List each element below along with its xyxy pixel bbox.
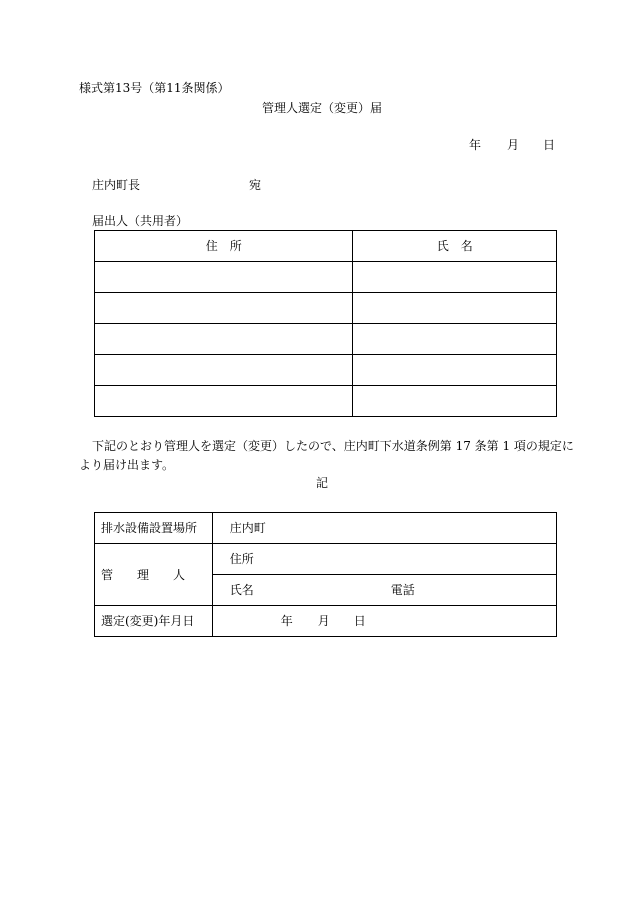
name-cell[interactable]: [353, 262, 557, 293]
address-cell[interactable]: [95, 262, 353, 293]
details-table: [94, 512, 557, 637]
manager-address-field[interactable]: [212, 544, 556, 575]
location-label: 排水設備設置場所: [95, 513, 213, 544]
column-header-address: 住 所: [95, 231, 353, 262]
address-label: 住所: [229, 552, 254, 566]
address-cell[interactable]: [95, 324, 353, 355]
location-value[interactable]: 庄内町: [212, 513, 556, 544]
ki-label: 記: [316, 476, 329, 490]
table-row: [95, 606, 557, 637]
name-cell[interactable]: [353, 386, 557, 417]
table-row: [95, 324, 557, 355]
form-title: 管理人選定（変更）届: [262, 101, 383, 115]
recipient-name: 庄内町長: [92, 178, 141, 192]
table-row: [95, 262, 557, 293]
selection-day-label: 日: [353, 614, 366, 628]
date-day-label: 日: [543, 138, 556, 152]
notifier-label: 届出人（共用者）: [92, 214, 189, 228]
table-row: [95, 355, 557, 386]
date-year-label: 年: [469, 138, 482, 152]
address-cell[interactable]: [95, 293, 353, 324]
table-row: [95, 386, 557, 417]
body-text-line2: より届け出ます。: [79, 458, 175, 472]
form-number: 様式第13号（第11条関係）: [79, 81, 230, 95]
column-header-name: 氏 名: [353, 231, 557, 262]
table-row: [95, 544, 557, 575]
table-row: [95, 293, 557, 324]
address-cell[interactable]: [95, 386, 353, 417]
table-header-row: [95, 231, 557, 262]
manager-name-field[interactable]: [212, 575, 556, 606]
name-cell[interactable]: [353, 355, 557, 386]
notifier-table: [94, 230, 557, 417]
name-label: 氏名: [229, 583, 254, 597]
name-cell[interactable]: [353, 293, 557, 324]
selection-year-label: 年: [280, 614, 293, 628]
selection-date-field[interactable]: [212, 606, 556, 637]
body-text-line1: 下記のとおり管理人を選定（変更）したので、庄内町下水道条例第 17 条第 1 項の規定に: [92, 439, 574, 453]
date-label: 選定(変更)年月日: [95, 606, 213, 637]
name-cell[interactable]: [353, 324, 557, 355]
date-month-label: 月: [507, 138, 520, 152]
recipient-suffix: 宛: [249, 178, 262, 192]
table-row: [95, 513, 557, 544]
manager-label: 管 理 人: [95, 544, 213, 606]
selection-month-label: 月: [317, 614, 330, 628]
address-cell[interactable]: [95, 355, 353, 386]
phone-label: 電話: [390, 583, 415, 597]
